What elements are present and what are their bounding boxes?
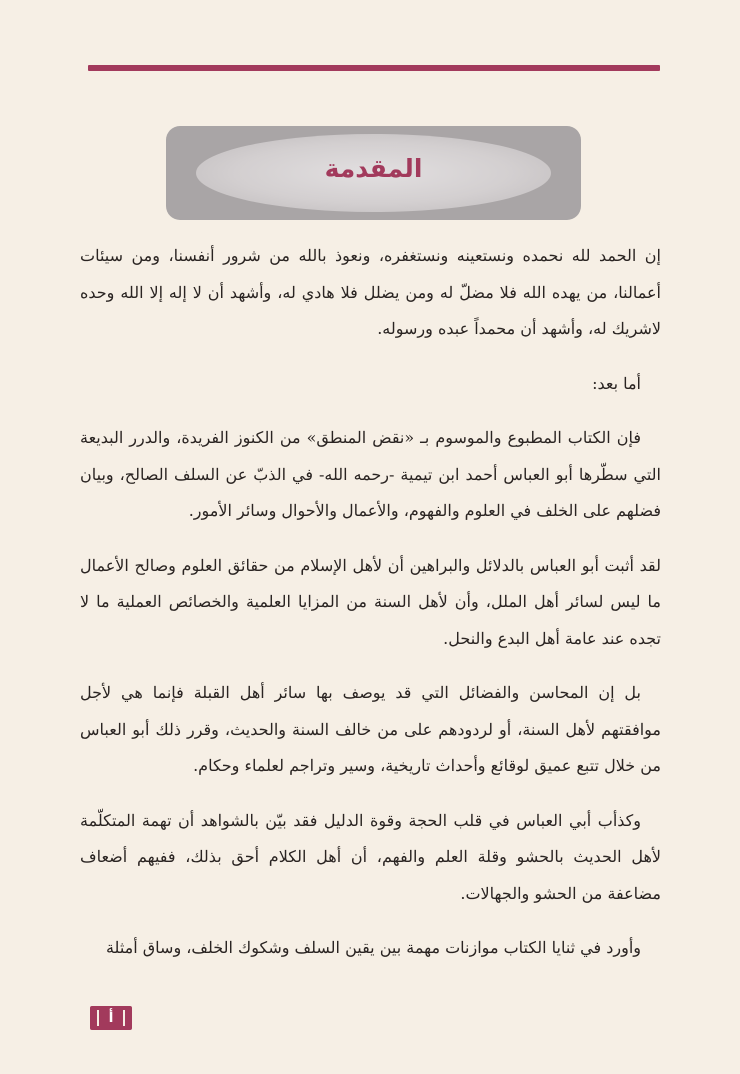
top-rule [88, 65, 660, 71]
paragraph-2: أما بعد: [592, 373, 641, 393]
page-number: أ [108, 1010, 114, 1026]
paragraph-1: إن الحمد لله نحمده ونستعينه ونستغفره، ونعوذ بالله من شرور أنفسنا، ومن سيئات أعمالنا، من يهده الله فلا مضلّ له ومن يضلل فلا هادي له، وأشهد أن لا إله إلا الله وحده لاشريك له، وأشهد أن محمداً عبده ورسوله. [80, 246, 661, 338]
badge-bar-right [123, 1010, 125, 1026]
page-title: المقدمة [324, 154, 423, 183]
page-number-badge [90, 1006, 132, 1030]
badge-bar-left [97, 1010, 99, 1026]
paragraph-7: وأورد في ثنايا الكتاب موازنات مهمة بين يقين السلف وشكوك الخلف، وساق أمثلة [105, 938, 641, 957]
paragraph-4: لقد أثبت أبو العباس بالدلائل والبراهين أن لأهل الإسلام من حقائق العلوم وصالح الأعمال ما ليس لسائر أهل الملل، وأن لأهل السنة من المزايا العلمية والخصائص العملية ما لا تجده عند عامة أهل البدع والنحل. [80, 555, 661, 648]
paragraph-3: فإن الكتاب المطبوع والموسوم بـ «نقض المنطق» من الكنوز الفريدة، والدرر البديعة التي سطّرها أبو العباس أحمد ابن تيمية -رحمه الله- في الذبّ عن السلف الصالح، وبيان فضلهم على الخلف في العلوم والفهوم، والأعمال والأحوال وسائر الأمور. [80, 428, 662, 520]
paragraph-6: وكذأب أبي العباس في قلب الحجة وقوة الدليل فقد بيّن بالشواهد أن تهمة المتكلّمة لأهل الحديث بالحشو وقلة العلم والفهم، أن أهل الكلام أحق بذلك، ففيهم أضعاف مضاعفة من الحشو والجهالات. [80, 810, 661, 903]
paragraph-5: بل إن المحاسن والفضائل التي قد يوصف بها سائر أهل القبلة فإنما هي لأجل موافقتهم لأهل السنة، أو لردودهم على من خالف السنة والحديث، وقرر ذلك أبو العباس من خلال تتبع عميق لوقائع وأحداث تاريخية، وسير وتراجم لعلماء وحكام. [80, 683, 662, 775]
body-text [80, 238, 661, 985]
heading-box [166, 126, 581, 220]
